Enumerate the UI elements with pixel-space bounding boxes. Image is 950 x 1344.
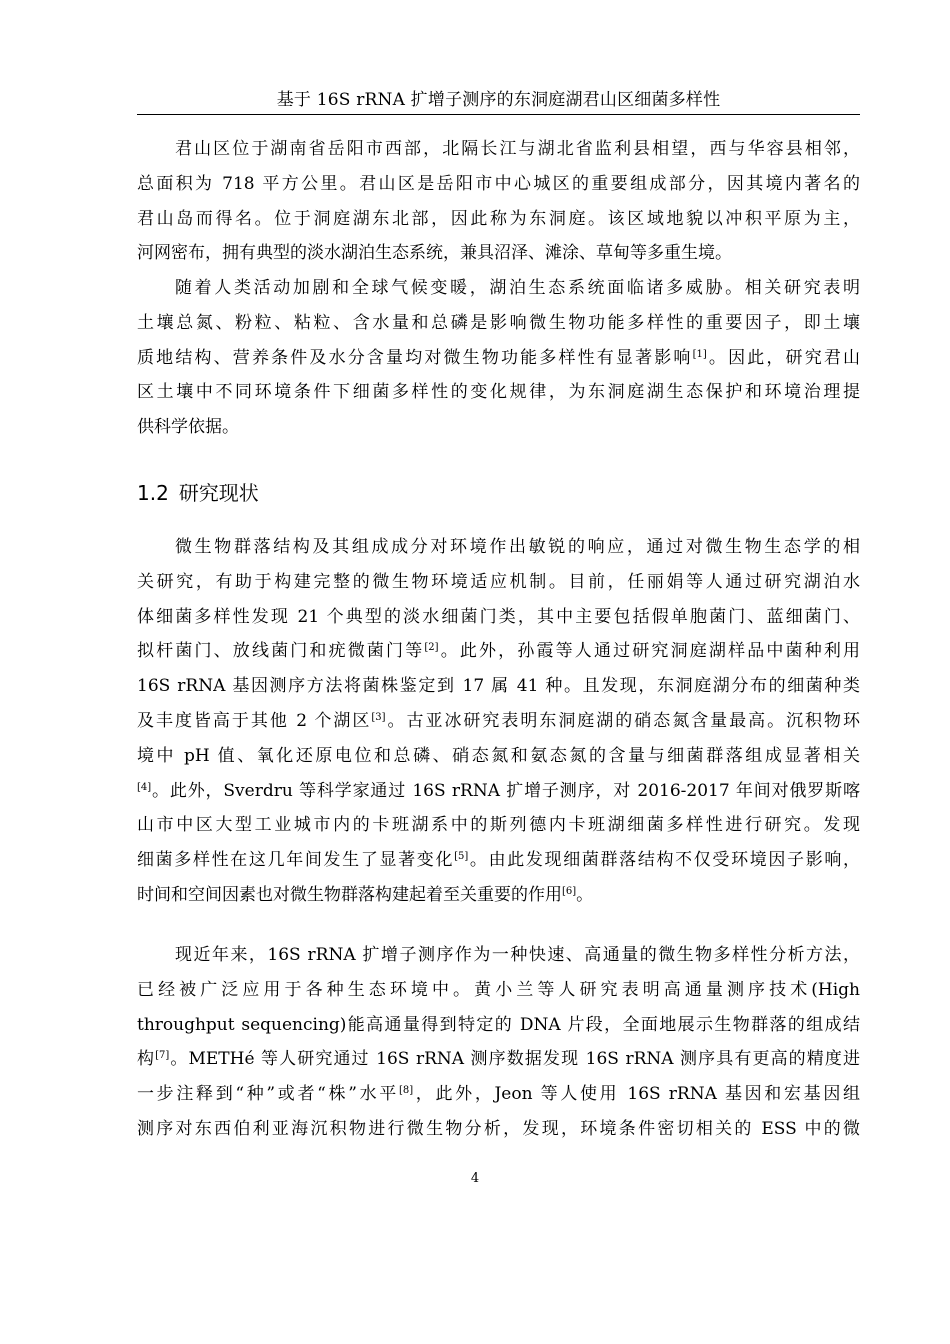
citation: [3] [371,711,386,723]
text-segment: 。因此，研究君山 [706,347,861,368]
text-line [137,634,860,669]
citation: [5] [454,851,469,863]
header-rule [137,114,860,115]
text-line: 总面积为 718 平方公里。君山区是岳阳市中心城区的重要组成部分，因其境内著名的 [137,173,860,194]
text-line [137,1077,860,1112]
text-line: 现近年来，16S rRNA 扩增子测序作为一种快速、高通量的微生物多样性分析方法， [175,945,860,965]
text-line: 区土壤中不同环境条件下细菌多样性的变化规律，为东洞庭湖生态保护和环境治理提 [137,382,860,403]
paragraph-3 [137,530,860,913]
citation: [4] [137,781,152,793]
text-segment: 构 [137,1049,156,1070]
text-segment: 。古亚冰研究表明东洞庭湖的硝态氮含量最高。沉积物环 [385,710,861,731]
text-line: 已经被广泛应用于各种生态环境中。黄小兰等人研究表明高通量测序技术(High [137,979,860,1000]
citation: [1] [692,348,707,360]
text-segment: ，此外，Jeon 等人使用 16S rRNA 基因和宏基因组 [413,1084,861,1105]
text-segment: 。由此发现细菌群落结构不仅受环境因子影响， [468,850,861,871]
text-line: 山市中区大型工业城市内的卡班湖系中的斯列德内卡班湖细菌多样性进行研究。发现 [137,815,860,836]
citation: [8] [398,1085,414,1097]
paragraph-1 [137,132,860,271]
text-segment: 。此外，Sverdru 等科学家通过 16S rRNA 扩增子测序，对 2016-2017 年间对俄罗斯喀 [151,780,860,801]
text-segment: 拟杆菌门、放线菌门和疣微菌门等 [137,641,425,662]
text-line: 境中 pH 值、氧化还原电位和总磷、硝态氮和氨态氮的含量与细菌群落组成显著相关 [137,745,860,766]
citation: [7] [155,1050,170,1062]
text-line: throughput sequencing)能高通量得到特定的 DNA 片段，全面地展示生物群落的组成结 [137,1014,860,1035]
text-line: 测序对东西伯利亚海沉积物进行微生物分析，发现，环境条件密切相关的 ESS 中的微 [137,1118,860,1139]
text-segment: 。METHé 等人研究通过 16S rRNA 测序数据发现 16S rRNA 测序具有更高的精度进 [169,1049,860,1070]
text-line [137,843,860,878]
running-header: 基于 16S rRNA 扩增子测序的东洞庭湖君山区细菌多样性 [276,90,721,110]
text-segment: 及丰度皆高于其他 2 个湖区 [137,710,372,731]
text-line [137,1042,860,1077]
paragraph-4 [137,938,860,1147]
text-segment: 质地结构、营养条件及水分含量均对微生物功能多样性有显著影响 [137,347,693,368]
text-segment: 。此外，孙霞等人通过研究洞庭湖样品中菌种利用 [438,641,861,662]
text-line [137,341,860,376]
text-segment: 细菌多样性在这几年间发生了显著变化 [137,850,455,871]
text-line: 君山区位于湖南省岳阳市西部，北隔长江与湖北省监利县相望，西与华容县相邻， [175,139,860,159]
text-line: 供科学依据。 [137,417,239,438]
text-line: 君山岛而得名。位于洞庭湖东北部，因此称为东洞庭。该区域地貌以冲积平原为主， [137,208,860,229]
text-segment: 。 [576,884,594,905]
text-segment: 时间和空间因素也对微生物群落构建起着至关重要的作用 [137,884,562,905]
text-line: 体细菌多样性发现 21 个典型的淡水细菌门类，其中主要包括假单胞菌门、蓝细菌门、 [137,606,860,627]
text-segment: 一步注释到“种”或者“株”水平 [137,1084,399,1105]
section-heading [137,478,259,508]
citation: [2] [424,642,439,654]
citation: [6] [562,885,577,897]
text-line: 微生物群落结构及其组成成分对环境作出敏锐的响应，通过对微生物生态学的相 [175,537,860,557]
text-line: 16S rRNA 基因测序方法将菌株鉴定到 17 属 41 种。且发现，东洞庭湖分布的细菌种类 [137,676,860,697]
text-line [137,878,860,913]
section-title: 研究现状 [178,481,259,505]
text-line: 河网密布，拥有典型的淡水湖泊生态系统，兼具沼泽、滩涂、草甸等多重生境。 [137,243,732,264]
text-line: 关研究，有助于构建完整的微生物环境适应机制。目前，任丽娟等人通过研究湖泊水 [137,571,860,592]
text-line: 土壤总氮、粉粒、粘粒、含水量和总磷是影响微生物功能多样性的重要因子，即土壤 [137,312,860,333]
paragraph-2 [137,271,860,445]
text-line [137,704,860,739]
section-number: 1.2 [137,481,169,505]
text-line: 随着人类活动加剧和全球气候变暖，湖泊生态系统面临诸多威胁。相关研究表明 [175,278,860,298]
text-line [137,774,860,809]
page-number: 4 [470,1171,480,1186]
